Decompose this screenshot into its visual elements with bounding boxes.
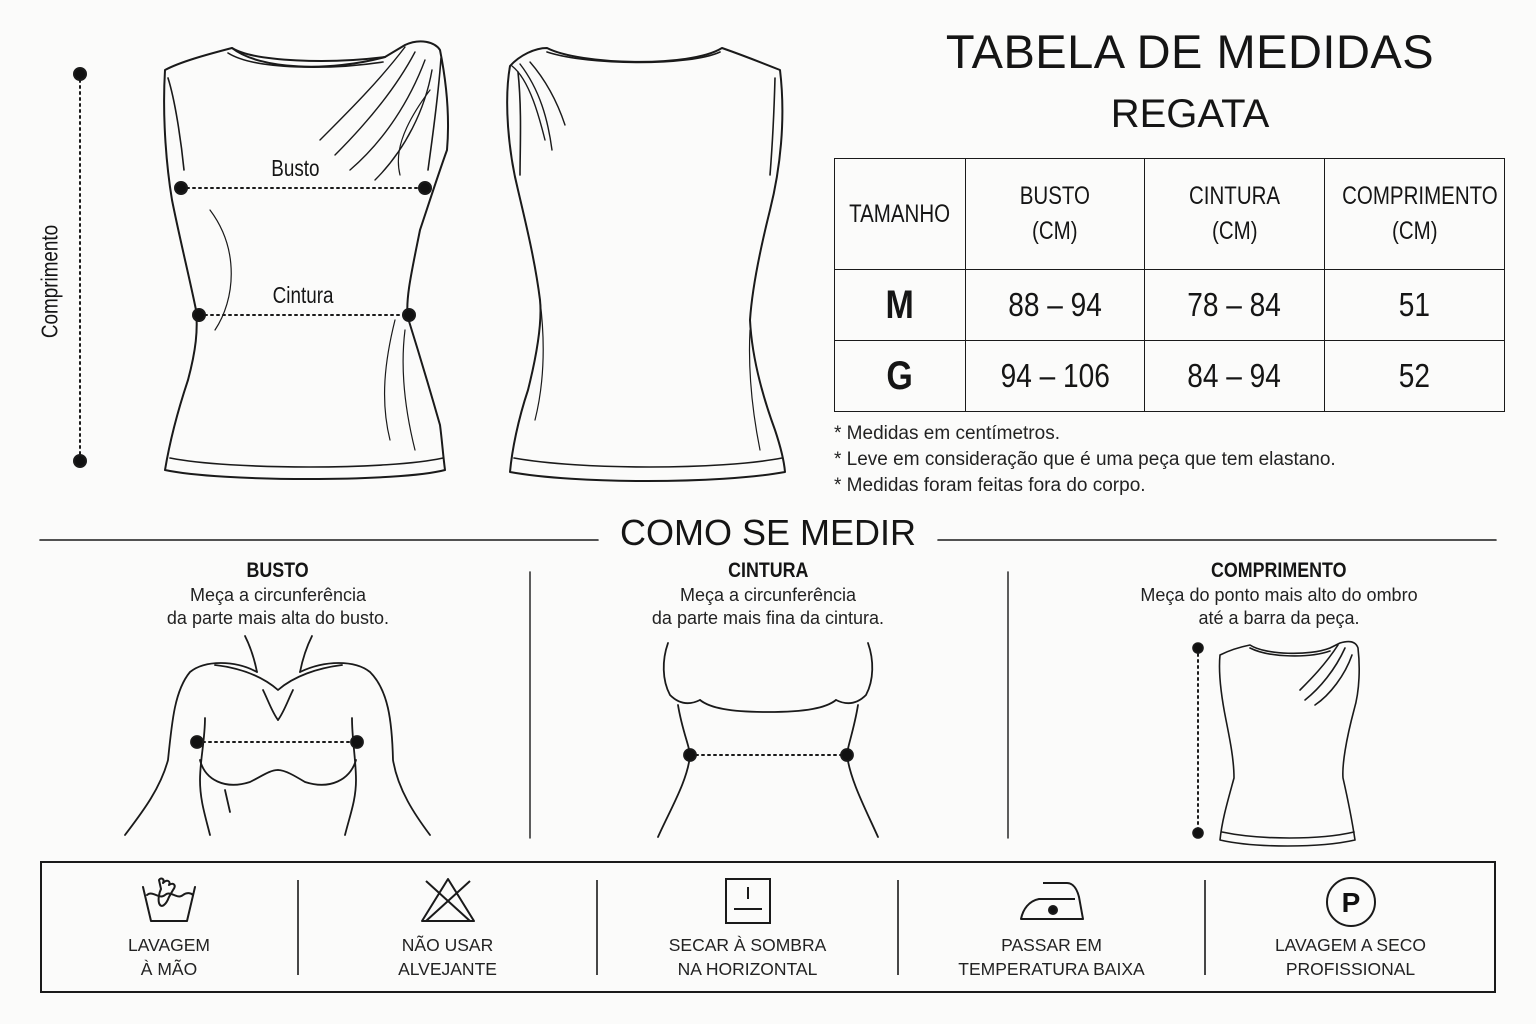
care-hand-wash [40,861,298,993]
dry-clean-p-icon [1324,875,1378,929]
care-no-bleach-label: NÃO USAR ALVEJANTE [398,935,497,979]
bust-cell: 88 – 94 [966,270,1145,341]
waist-cell: 78 – 84 [1145,270,1325,341]
page-title: TABELA DE MEDIDAS [945,25,1435,78]
no-bleach-icon [418,875,478,925]
care-iron-low [898,861,1205,993]
length-cell: 52 [1325,341,1505,412]
svg-text:P: P [1341,887,1360,918]
dry-flat-shade-icon [722,875,774,927]
size-cell: M [835,270,966,341]
bust-label: Busto [270,155,320,181]
header-bust: BUSTO (CM) [966,159,1145,270]
section-title: COMO SE MEDIR [600,512,936,554]
care-dry-clean-label: LAVAGEM A SECO PROFISSIONAL [1274,935,1427,979]
how-waist-heading: CINTURA [727,559,809,582]
length-label: Comprimento [36,224,63,339]
care-dry-flat-shade-label: SECAR À SOMBRA NA HORIZONTAL [668,935,827,979]
header-length: COMPRIMENTO (CM) [1325,159,1505,270]
header-waist: CINTURA (CM) [1145,159,1325,270]
iron-low-icon [1017,875,1087,925]
how-waist-description: Meça a circunferência da parte mais fina da cintura. [651,585,885,628]
note-elastane: * Leve em consideração que é uma peça que tem elastano. [834,449,1336,470]
care-dry-clean [1205,861,1496,993]
size-cell: G [835,341,966,412]
waist-label: Cintura [272,282,334,308]
care-iron-low-label: PASSAR EM TEMPERATURA BAIXA [958,935,1145,979]
note-off-body: * Medidas foram feitas fora do corpo. [834,475,1146,496]
note-units: * Medidas em centímetros. [834,423,1060,444]
how-length-description: Meça do ponto mais alto do ombro até a barra da peça. [1140,585,1418,628]
care-dry-flat-shade [597,861,898,993]
care-no-bleach [298,861,597,993]
how-bust-heading: BUSTO [246,559,310,582]
how-length-heading: COMPRIMENTO [1211,559,1347,582]
waist-cell: 84 – 94 [1145,341,1325,412]
how-bust-description: Meça a circunferência da parte mais alta do busto. [166,585,390,628]
bust-cell: 94 – 106 [966,341,1145,412]
header-size: TAMANHO [835,159,966,270]
page-subtitle: REGATA [1110,92,1270,136]
length-cell: 51 [1325,270,1505,341]
hand-wash-icon [139,875,199,927]
care-hand-wash-label: LAVAGEM À MÃO [127,935,210,979]
